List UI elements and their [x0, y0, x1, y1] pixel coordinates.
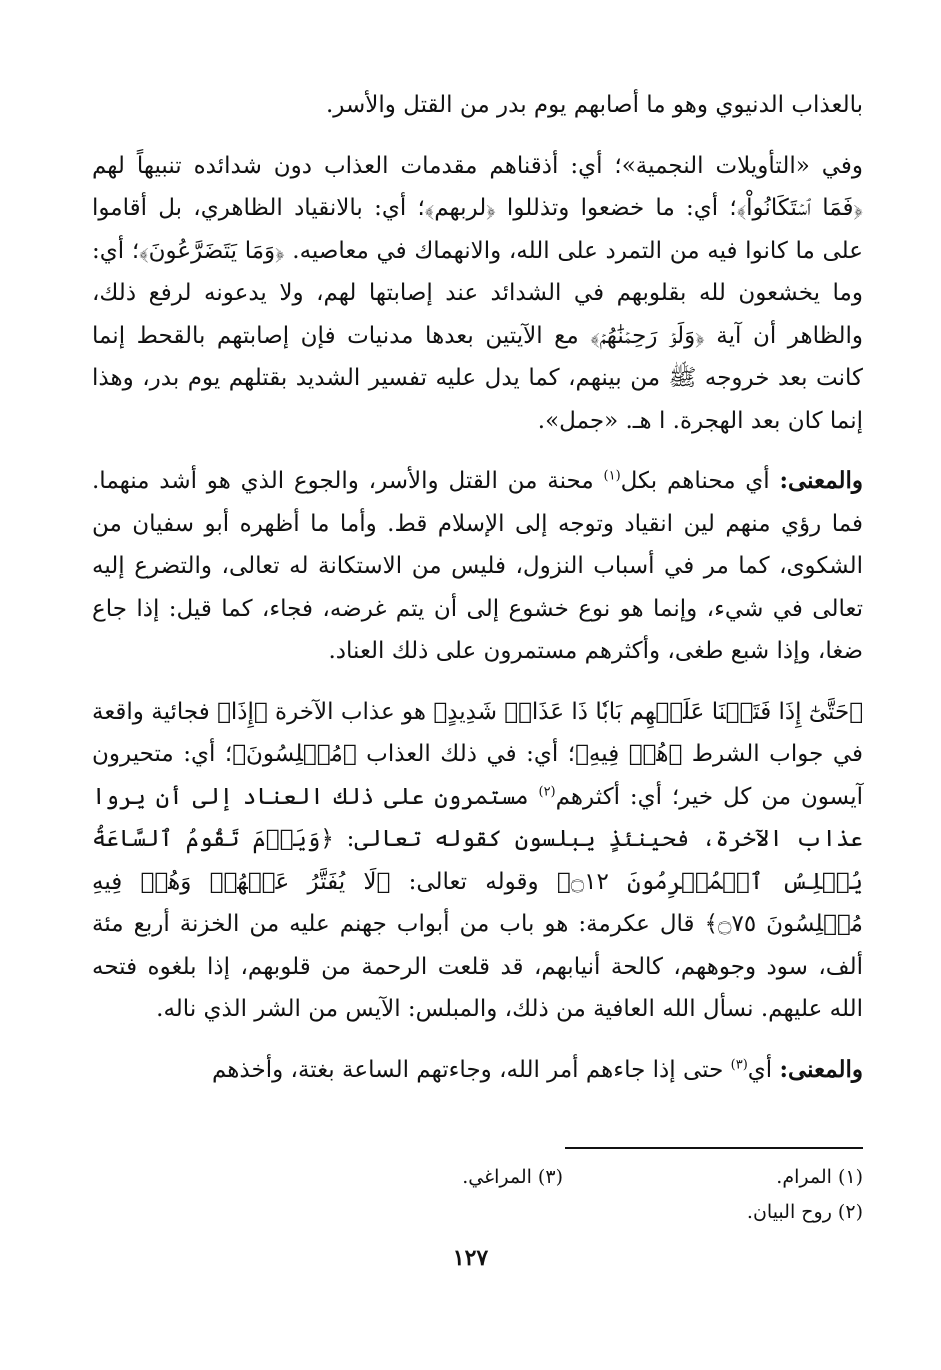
footnote-2: (٢) روح البيان.	[746, 1201, 863, 1223]
meaning-label: والمعنى:	[779, 467, 863, 494]
footnotes	[92, 1160, 863, 1230]
paragraph-5-text-b: حتى إذا جاءهم أمر الله، وجاءتهم الساعة بغتة، وأخذهم	[211, 1056, 731, 1083]
paragraph-3-text-a: أي محناهم بكل	[620, 468, 780, 494]
paragraph-2: وفي «التأويلات النجمية»؛ أي: أذقناهم مقدمات العذاب دون شدائده تنبيهاً لهم ﴿فَمَا ٱسۡتَكَانُواْ﴾؛ أي: ما خضعوا وتذللوا ﴿لربهم﴾؛ أي: بالانقياد الظاهري، بل أقاموا على ما كانوا فيه من التمرد على الله، والانهماك في معاصيه. ﴿وَمَا يَتَضَرَّعُونَ﴾؛ أي: وما يخشعون لله بقلوبهم في الشدائد عند إصابتها لهم، ولا يدعونه لرفع ذلك، والظاهر أن آية ﴿وَلَوۡ رَحِمۡنَٰهُمۡ﴾ مع الآيتين بعدها مدنيات فإن إصابتهم بالقحط إنما كانت بعد خروجه ﷺ من بينهم، كما يدل عليه تفسير الشديد بقتلهم يوم بدر، وهذا إنما كان بعد الهجرة. ا هـ. «جمل».	[92, 152, 863, 434]
footnote-divider	[565, 1147, 863, 1149]
paragraph-5	[92, 1049, 863, 1092]
paragraph-5-text-a: أي	[747, 1056, 780, 1083]
paragraph-1: بالعذاب الدنيوي وهو ما أصابهم يوم بدر من القتل والأسر.	[325, 92, 863, 118]
paragraph-4	[92, 691, 863, 1031]
footnote-1: (١) المرام.	[776, 1166, 863, 1188]
page-number: ١٢٧	[452, 1245, 489, 1271]
footnote-ref-2: (٢)	[538, 783, 556, 799]
meaning-label: والمعنى:	[779, 1055, 863, 1083]
paragraph-4-text-b: مستمرون على ذلك العناد إلى أن يروا عذاب الآخرة، فحينئذٍ يبلسون كقوله تعالى: ﴿وَيَوۡمَ تَقُومُ ٱلسَّاعَةُ يُبۡلِسُ ٱلۡمُجۡرِمُونَ ۝١٢﴾ وقوله تعالى: ﴿لَا يُفَتَّرُ عَنۡهُمۡ وَهُمۡ فِيهِ مُبۡلِسُونَ ۝٧٥﴾ قال عكرمة: هو باب من أبواب جهنم عليه من الخزنة أربع مئة ألف، سود وجوههم، كالحة أنيابهم، قد قلعت الرحمة من قلوبهم، إذا بلغوه فتحه الله عليهم. نسأل الله العافية من ذلك، والمبلس: الآيس من الشر الذي ناله.	[92, 783, 863, 1022]
paragraph-3	[92, 460, 863, 673]
paragraph-4-text-a: ﴿حَتَّىٰٓ إِذَا فَتَحۡنَا عَلَيۡهِم بَابٗا ذَا عَذَابٖ شَدِيدٍ﴾ هو عذاب الآخرة ﴿إِذَا﴾ فجائية واقعة في جواب الشرط ﴿هُمۡ فِيهِ﴾؛ أي: في ذلك العذاب ﴿مُبۡلِسُونَ﴾؛ أي: متحيرون آيسون من كل خير؛ أي: أكثرهم	[92, 698, 863, 810]
footnote-ref-1: (١)	[603, 468, 621, 484]
footnote-row	[92, 1195, 863, 1230]
footnote-row	[92, 1160, 863, 1195]
footnote-ref-3: (٣)	[730, 1056, 748, 1072]
paragraph-3-text-b: محنة من القتل والأسر، والجوع الذي هو أشد منهما. فما رؤي منهم لين انقياد وتوجه إلى الإسلام قط. وأما ما أظهره أبو سفيان من الشكوى، كما مر في أسباب النزول، فليس من الاستكانة له تعالى، والتضرع إليه تعالى في شيء، وإنما هو نوع خشوع إلى أن يتم غرضه، فجاء، كما قيل: إذا جاع ضغا، وإذا شبع طغى، وأكثرهم مستمرون على ذلك العناد.	[92, 468, 863, 664]
footnote-3: (٣) المراغي.	[462, 1166, 563, 1188]
